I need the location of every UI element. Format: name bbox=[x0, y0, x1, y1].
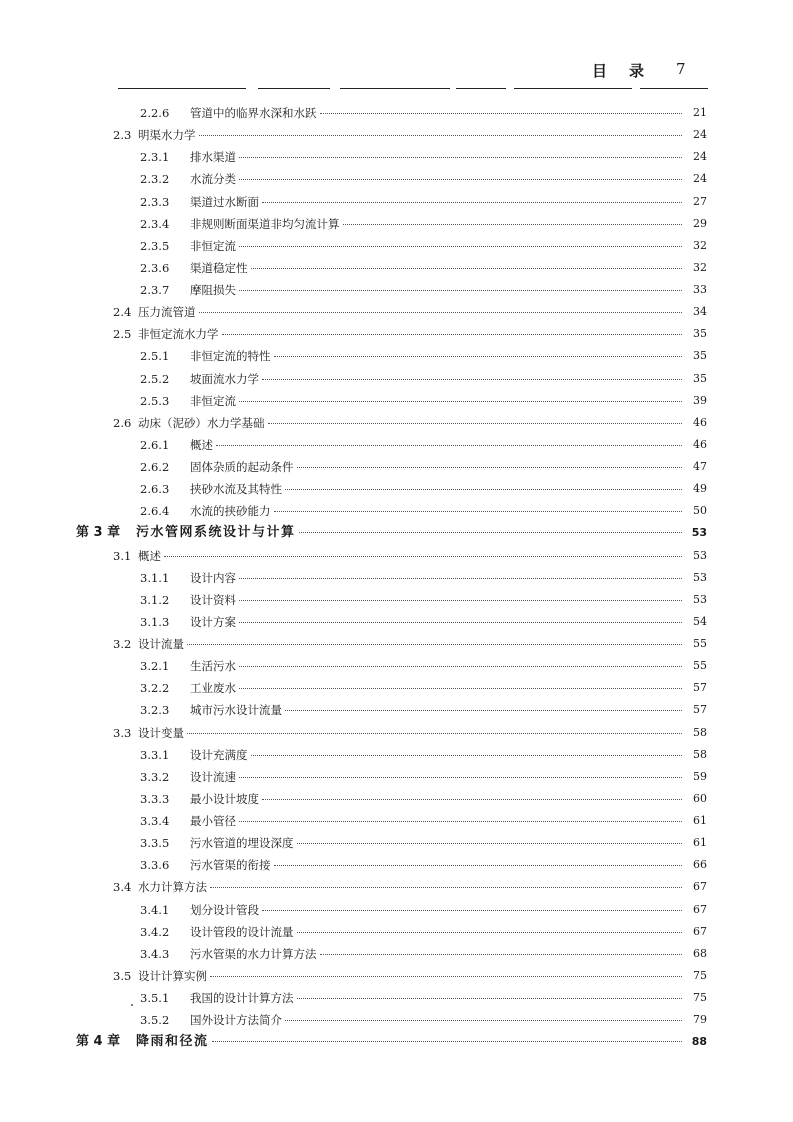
toc-entry-subsection[interactable] bbox=[0, 987, 793, 1009]
dot-leader bbox=[216, 444, 682, 446]
toc-page-number: 24 bbox=[693, 150, 707, 164]
toc-entry-subsection[interactable] bbox=[0, 146, 793, 168]
toc-page-number: 47 bbox=[693, 460, 707, 473]
toc-number: 2.6.4 bbox=[140, 504, 170, 519]
toc-title: 设计内容 bbox=[190, 570, 236, 585]
toc-entry-subsection[interactable] bbox=[0, 854, 793, 876]
toc-entry-section[interactable] bbox=[0, 633, 793, 655]
toc-page-number: 59 bbox=[693, 769, 707, 783]
toc-number: 3.5.2 bbox=[140, 1013, 170, 1028]
toc-entry-chapter[interactable] bbox=[0, 522, 793, 544]
toc-page-number: 60 bbox=[693, 791, 707, 805]
dot-leader bbox=[262, 798, 682, 800]
toc-title: 摩阻损失 bbox=[190, 283, 236, 297]
toc-page-number: 54 bbox=[693, 614, 707, 628]
dot-leader bbox=[262, 378, 682, 380]
toc-page-number: 39 bbox=[693, 393, 707, 407]
toc-title: 污水管渠的衔接 bbox=[190, 858, 271, 873]
toc-entry-section[interactable] bbox=[0, 412, 793, 434]
toc-page-number: 32 bbox=[693, 238, 707, 252]
toc-number: 2.3.4 bbox=[140, 216, 170, 231]
dot-leader bbox=[297, 466, 683, 468]
toc-entry-subsection[interactable] bbox=[0, 810, 793, 832]
toc-page-number: 66 bbox=[693, 858, 707, 872]
toc-page-number: 50 bbox=[693, 504, 707, 518]
toc-page-number: 49 bbox=[693, 482, 707, 496]
toc-title: 设计充满度 bbox=[190, 747, 248, 762]
toc-page-number: 46 bbox=[693, 437, 707, 451]
toc-page-number: 58 bbox=[693, 725, 707, 739]
toc-number: 3.2 bbox=[113, 637, 132, 651]
dot-leader bbox=[222, 333, 683, 335]
toc-number: 3.2.2 bbox=[140, 681, 170, 696]
toc-title: 国外设计方法简介 bbox=[190, 1013, 282, 1028]
toc-title: 污水管渠的水力计算方法 bbox=[190, 946, 317, 961]
dot-leader bbox=[297, 997, 683, 999]
toc-title: 设计流量 bbox=[138, 637, 184, 651]
toc-entry-section[interactable] bbox=[0, 545, 793, 567]
toc-title: 划分设计管段 bbox=[190, 902, 259, 917]
toc-entry-subsection[interactable] bbox=[0, 500, 793, 522]
toc-entry-section[interactable] bbox=[0, 965, 793, 987]
toc-entry-subsection[interactable] bbox=[0, 235, 793, 257]
toc-page-number: 46 bbox=[693, 415, 707, 429]
toc-page-number: 75 bbox=[693, 968, 707, 982]
toc-title: 污水管道的埋设深度 bbox=[190, 836, 294, 851]
toc-number: 3.2.3 bbox=[140, 703, 170, 718]
toc-entry-subsection[interactable] bbox=[0, 766, 793, 788]
toc-page-number: 32 bbox=[693, 260, 707, 274]
toc-title: 非恒定流 bbox=[190, 238, 236, 253]
toc-title: 降雨和径流 bbox=[136, 1034, 209, 1050]
toc-entry-subsection[interactable] bbox=[0, 655, 793, 677]
toc-entry-subsection[interactable] bbox=[0, 257, 793, 279]
toc-page-number: 21 bbox=[693, 106, 707, 119]
toc-entry-subsection[interactable] bbox=[0, 677, 793, 699]
toc-page-number: 79 bbox=[693, 1013, 707, 1027]
toc-page-number: 34 bbox=[693, 305, 707, 319]
toc-page-number: 53 bbox=[693, 548, 707, 562]
toc-number: 2.4 bbox=[113, 305, 132, 320]
toc-title: 动床（泥砂）水力学基础 bbox=[138, 415, 265, 430]
toc-entry-subsection[interactable] bbox=[0, 921, 793, 943]
toc-entry-subsection[interactable] bbox=[0, 611, 793, 633]
toc-title: 最小设计坡度 bbox=[190, 791, 259, 806]
dot-leader bbox=[199, 311, 683, 313]
toc-title: 非规则断面渠道非均匀流计算 bbox=[190, 216, 340, 231]
toc-number: 3.4 bbox=[113, 880, 132, 895]
toc-title: 挟砂水流及其特性 bbox=[190, 482, 282, 497]
toc-title: 明渠水力学 bbox=[138, 128, 196, 143]
dot-leader bbox=[239, 820, 682, 822]
toc-title: 生活污水 bbox=[190, 659, 236, 674]
dot-leader bbox=[239, 577, 682, 579]
toc-number: 第 4 章 bbox=[76, 1034, 121, 1050]
toc-entry-subsection[interactable] bbox=[0, 744, 793, 766]
dot-leader bbox=[268, 422, 683, 424]
toc-number: 3.1.3 bbox=[140, 614, 170, 629]
toc-title: 设计流速 bbox=[190, 769, 236, 784]
toc-title: 水力计算方法 bbox=[138, 880, 207, 895]
dot-leader bbox=[187, 732, 682, 734]
toc-number: 2.3.7 bbox=[140, 283, 170, 297]
toc-page-number: 53 bbox=[691, 526, 707, 540]
toc-entry-chapter[interactable] bbox=[0, 1031, 793, 1053]
toc-page-number: 58 bbox=[693, 747, 707, 761]
toc-number: 3.3.1 bbox=[140, 747, 170, 762]
toc-number: 2.5.3 bbox=[140, 393, 170, 408]
toc-number: 3.3.4 bbox=[140, 814, 170, 828]
dot-leader bbox=[210, 975, 682, 977]
dot-leader bbox=[343, 223, 683, 225]
dot-leader bbox=[239, 156, 682, 158]
dot-leader bbox=[239, 665, 682, 667]
dot-leader bbox=[262, 909, 682, 911]
toc-entry-subsection[interactable] bbox=[0, 589, 793, 611]
toc-page-number: 24 bbox=[693, 128, 707, 142]
toc-title: 渠道过水断面 bbox=[190, 194, 259, 209]
toc-title: 工业废水 bbox=[190, 681, 236, 696]
toc-entry-subsection[interactable] bbox=[0, 1009, 793, 1031]
toc-entry-section[interactable] bbox=[0, 301, 793, 323]
toc-entry-subsection[interactable] bbox=[0, 456, 793, 478]
toc-number: 3.1.1 bbox=[140, 570, 170, 585]
toc-entry-subsection[interactable] bbox=[0, 345, 793, 367]
toc-page-number: 29 bbox=[693, 216, 707, 230]
toc-title: 设计计算实例 bbox=[138, 968, 207, 983]
dot-leader bbox=[299, 531, 682, 533]
toc-page-number: 53 bbox=[693, 592, 707, 606]
toc-number: 3.4.2 bbox=[140, 924, 170, 939]
toc-number: 2.5.2 bbox=[140, 371, 170, 386]
toc-page-number: 53 bbox=[693, 570, 707, 584]
toc-title: 水流的挟砂能力 bbox=[190, 504, 271, 519]
toc-entry-subsection[interactable] bbox=[0, 943, 793, 965]
toc-page-number: 27 bbox=[693, 194, 707, 208]
dot-leader bbox=[274, 510, 683, 512]
toc-page-number: 35 bbox=[693, 327, 707, 341]
toc-number: 2.3.6 bbox=[140, 260, 170, 275]
toc-entry-subsection[interactable] bbox=[0, 832, 793, 854]
dot-leader bbox=[297, 931, 683, 933]
toc-number: 3.4.3 bbox=[140, 946, 170, 961]
toc-number: 3.1.2 bbox=[140, 592, 170, 607]
toc-page-number: 67 bbox=[693, 924, 707, 938]
toc-page-number: 35 bbox=[693, 371, 707, 385]
toc-title: 我国的设计计算方法 bbox=[190, 991, 294, 1005]
toc-number: 3.3 bbox=[113, 725, 132, 740]
toc-page-number: 57 bbox=[693, 703, 707, 717]
toc-number: 2.6.3 bbox=[140, 482, 170, 497]
toc-number: 2.3 bbox=[113, 128, 132, 143]
toc-entry-subsection[interactable] bbox=[0, 390, 793, 412]
dot-leader bbox=[239, 599, 682, 601]
dot-leader bbox=[274, 355, 683, 357]
toc-title: 坡面流水力学 bbox=[190, 371, 259, 386]
toc-title: 非恒定流 bbox=[190, 393, 236, 408]
toc-entry-subsection[interactable] bbox=[0, 168, 793, 190]
toc-entry-subsection[interactable] bbox=[0, 102, 793, 124]
header-title: 目录 bbox=[592, 62, 667, 80]
dot-leader bbox=[164, 555, 682, 557]
toc-title: 概述 bbox=[190, 437, 213, 452]
toc-title: 非恒定流的特性 bbox=[190, 349, 271, 364]
toc-entry-subsection[interactable] bbox=[0, 368, 793, 390]
dot-leader bbox=[239, 776, 682, 778]
header-page-number: 7 bbox=[676, 60, 686, 78]
toc-title: 设计资料 bbox=[190, 592, 236, 607]
dot-leader bbox=[285, 488, 682, 490]
dot-leader bbox=[251, 267, 683, 269]
toc-number: 3.1 bbox=[113, 548, 132, 563]
dot-leader bbox=[239, 289, 682, 291]
toc-page-number: 75 bbox=[693, 991, 707, 1004]
running-header bbox=[560, 60, 710, 84]
toc-page-number: 67 bbox=[693, 902, 707, 916]
dot-leader bbox=[251, 754, 683, 756]
toc-entry-section[interactable] bbox=[0, 124, 793, 146]
toc-title: 固体杂质的起动条件 bbox=[190, 460, 294, 474]
toc-page-number: 61 bbox=[693, 814, 707, 827]
toc-page-number: 55 bbox=[693, 637, 707, 650]
toc-number: 3.3.2 bbox=[140, 769, 170, 784]
toc-number: 2.3.3 bbox=[140, 194, 170, 209]
toc-entry-subsection[interactable] bbox=[0, 478, 793, 500]
toc-number: 2.3.5 bbox=[140, 238, 170, 253]
toc-page-number: 88 bbox=[691, 1035, 707, 1049]
dot-leader bbox=[320, 112, 683, 114]
dot-leader bbox=[262, 201, 682, 203]
toc-title: 设计变量 bbox=[138, 725, 184, 740]
toc-number: 3.2.1 bbox=[140, 659, 170, 674]
toc-number: 2.3.1 bbox=[140, 150, 170, 165]
toc-entry-subsection[interactable] bbox=[0, 567, 793, 589]
dot-leader bbox=[212, 1040, 682, 1042]
toc-title: 压力流管道 bbox=[138, 305, 196, 320]
toc-page-number: 33 bbox=[693, 283, 707, 296]
toc-number: 2.6 bbox=[113, 415, 132, 430]
toc-entry-section[interactable] bbox=[0, 722, 793, 744]
toc-number: 3.5 bbox=[113, 968, 132, 983]
toc-entry-subsection[interactable] bbox=[0, 788, 793, 810]
toc-title: 排水渠道 bbox=[190, 150, 236, 165]
toc-entry-subsection[interactable] bbox=[0, 191, 793, 213]
toc-page-number: 24 bbox=[693, 172, 707, 186]
toc-page-number: 67 bbox=[693, 880, 707, 894]
toc-number: 3.5.1 bbox=[140, 991, 170, 1005]
dot-leader bbox=[285, 1019, 682, 1021]
toc-entry-subsection[interactable] bbox=[0, 279, 793, 301]
toc-title: 设计方案 bbox=[190, 614, 236, 629]
toc-title: 设计管段的设计流量 bbox=[190, 924, 294, 939]
toc-page-number: 61 bbox=[693, 836, 707, 850]
toc-title: 概述 bbox=[138, 548, 161, 563]
toc-number: 3.3.5 bbox=[140, 836, 170, 851]
toc-number: 2.2.6 bbox=[140, 106, 170, 120]
toc-page-number: 35 bbox=[693, 349, 707, 363]
toc-number: 2.5 bbox=[113, 327, 132, 342]
stray-mark bbox=[131, 1004, 133, 1006]
toc-page-number: 68 bbox=[693, 946, 707, 960]
toc-entry-section[interactable] bbox=[0, 876, 793, 898]
toc-entry-subsection[interactable] bbox=[0, 899, 793, 921]
dot-leader bbox=[285, 709, 682, 711]
toc-number: 3.3.6 bbox=[140, 858, 170, 873]
toc-number: 2.6.1 bbox=[140, 437, 170, 452]
dot-leader bbox=[239, 687, 682, 689]
toc-number: 第 3 章 bbox=[76, 525, 121, 541]
toc-entry-subsection[interactable] bbox=[0, 699, 793, 721]
toc-page-number: 55 bbox=[693, 659, 707, 673]
dot-leader bbox=[187, 643, 682, 645]
toc-title: 水流分类 bbox=[190, 172, 236, 187]
toc-title: 非恒定流水力学 bbox=[138, 327, 219, 342]
toc-number: 3.4.1 bbox=[140, 902, 170, 917]
dot-leader bbox=[210, 886, 682, 888]
toc-title: 管道中的临界水深和水跃 bbox=[190, 106, 317, 120]
table-of-contents bbox=[0, 102, 793, 1053]
toc-number: 2.5.1 bbox=[140, 349, 170, 364]
dot-leader bbox=[239, 178, 682, 180]
toc-title: 污水管网系统设计与计算 bbox=[136, 525, 296, 541]
toc-number: 2.3.2 bbox=[140, 172, 170, 187]
toc-entry-subsection[interactable] bbox=[0, 434, 793, 456]
dot-leader bbox=[239, 245, 682, 247]
toc-title: 最小管径 bbox=[190, 814, 236, 828]
dot-leader bbox=[274, 864, 683, 866]
toc-title: 渠道稳定性 bbox=[190, 260, 248, 275]
dot-leader bbox=[297, 842, 683, 844]
toc-entry-section[interactable] bbox=[0, 323, 793, 345]
toc-title: 城市污水设计流量 bbox=[190, 703, 282, 718]
dot-leader bbox=[199, 134, 683, 136]
dot-leader bbox=[320, 953, 683, 955]
toc-number: 3.3.3 bbox=[140, 791, 170, 806]
dot-leader bbox=[239, 400, 682, 402]
toc-entry-subsection[interactable] bbox=[0, 213, 793, 235]
toc-number: 2.6.2 bbox=[140, 460, 170, 474]
dot-leader bbox=[239, 621, 682, 623]
toc-page-number: 57 bbox=[693, 681, 707, 695]
